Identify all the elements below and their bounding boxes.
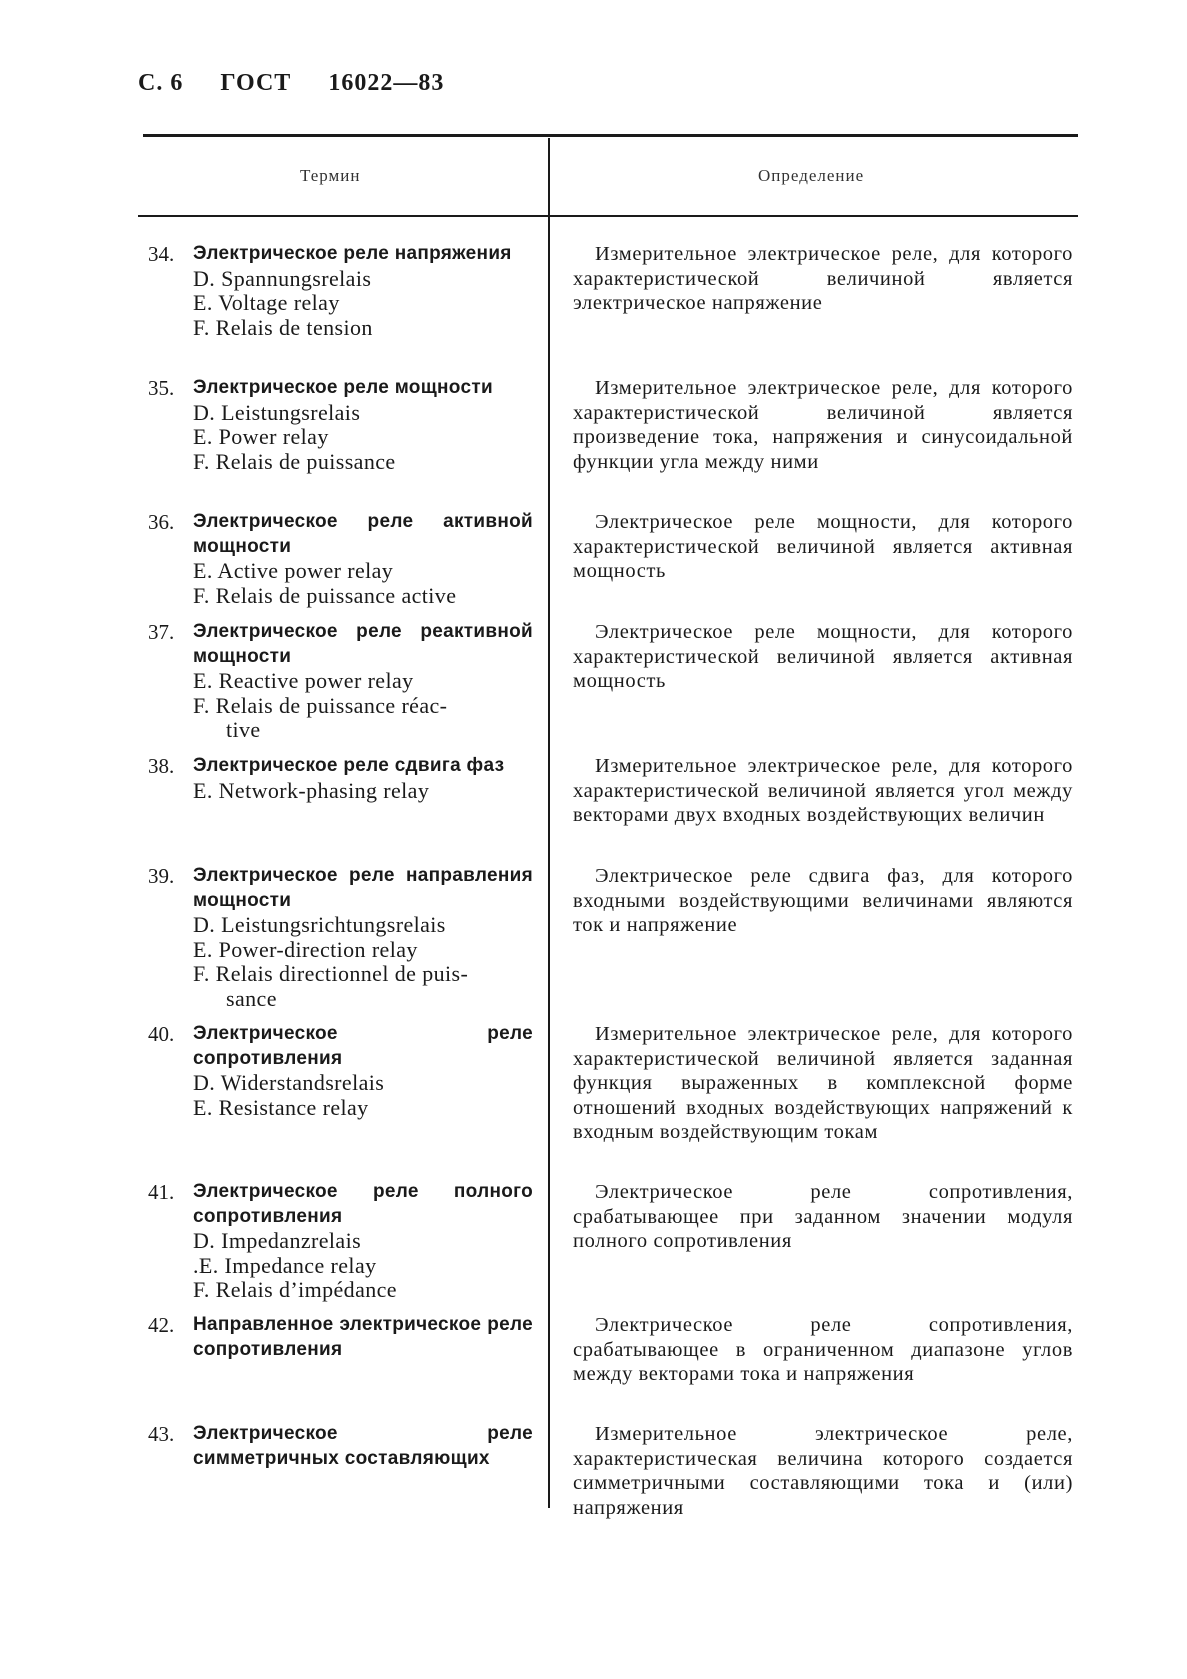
definition-cell: Измерительное электрическое реле, для которого характеристической величиной является угол между векторами двух входных воздействующих величин (573, 755, 1073, 826)
entry-number: 43. (148, 1422, 175, 1446)
page-header (138, 70, 474, 97)
term-cell (193, 1022, 533, 1120)
entry-number: 35. (148, 376, 175, 400)
term-translation: D. Widerstandsrelais (193, 1070, 385, 1095)
term-title: Электрическое реле реактивной мощности (193, 621, 533, 667)
term-translation: E. Resistance relay (193, 1094, 369, 1120)
term-title: Электрическое реле симметричных составляющих (193, 1423, 533, 1469)
term-translation: F. Relais de puissance (193, 448, 396, 474)
term-translation: D. Leistungsrelais (193, 399, 361, 425)
term-translation: D. Spannungsrelais (193, 265, 372, 291)
entry-number: 39. (148, 864, 175, 888)
entry-number: 40. (148, 1022, 175, 1046)
term-cell (193, 1422, 533, 1471)
term-translation: E. Power-direction relay (193, 936, 418, 962)
table-top-rule (143, 134, 1078, 137)
term-title: Направленное электрическое реле сопротивления (193, 1314, 533, 1360)
term-cell (193, 510, 533, 608)
term-title: Электрическое реле направления мощности (193, 865, 533, 911)
term-translation: D. Leistungsrichtungsrelais (193, 912, 446, 937)
definition-cell: Электрическое реле мощности, для которого характеристической величиной является активная мощность (573, 621, 1073, 692)
entry-number: 41. (148, 1180, 175, 1204)
page-number: С. 6 (138, 70, 184, 96)
term-translation: F. Relais d’impédance (193, 1277, 397, 1302)
column-divider (548, 138, 550, 1508)
term-cell (193, 376, 533, 474)
term-title: Электрическое реле сопротивления (193, 1023, 533, 1069)
term-translation: E. Reactive power relay (193, 668, 414, 693)
column-header-definition: Определение (758, 166, 865, 185)
term-translation: E. Power relay (193, 424, 329, 449)
entry-number: 38. (148, 754, 175, 778)
term-cell (193, 620, 533, 743)
entry-number: 42. (148, 1313, 175, 1337)
standard-number: 16022—83 (328, 70, 445, 96)
term-cell (193, 1180, 533, 1303)
term-translation: D. Impedanzrelais (193, 1228, 362, 1253)
term-cell (193, 242, 533, 340)
term-translation: E. Active power relay (193, 558, 394, 583)
entry-number: 37. (148, 620, 175, 644)
definition-cell: Электрическое реле сопротивления, срабатывающее при заданном значении модуля полного сопротивления (573, 1181, 1073, 1252)
term-translation: .E. Impedance relay (193, 1252, 377, 1278)
term-translation: E. Voltage relay (193, 290, 340, 315)
term-translation: F. Relais de puissance réac- (193, 692, 448, 718)
term-translation: F. Relais de puissance active (193, 582, 457, 608)
term-translation: F. Relais directionnel de puis- (193, 961, 469, 986)
term-translation: tive (226, 717, 261, 742)
term-title: Электрическое реле полного сопротивления (193, 1181, 533, 1227)
definition-cell: Измерительное электрическое реле, для которого характеристической величиной является электрическое напряжение (573, 243, 1073, 314)
term-title: Электрическое реле сдвига фаз (193, 755, 505, 776)
entry-number: 34. (148, 242, 175, 266)
definition-cell: Измерительное электрическое реле, характеристическая величина которого создается симметричными составляющими тока и (или) напряжения (573, 1423, 1073, 1519)
term-title: Электрическое реле мощности (193, 377, 493, 398)
definition-cell: Электрическое реле сдвига фаз, для которого входными воздействующими величинами являются ток и напряжение (573, 865, 1073, 936)
standard-label: ГОСТ (220, 70, 292, 96)
term-title: Электрическое реле напряжения (193, 243, 512, 264)
definition-cell: Измерительное электрическое реле, для которого характеристической величиной является заданная функция выраженных в комплексной форме отношений входных воздействующих напряжений к входным воздействующим токам (573, 1023, 1073, 1143)
term-title: Электрическое реле активной мощности (193, 511, 533, 557)
definition-cell: Измерительное электрическое реле, для которого характеристической величиной является произведение тока, напряжения и синусоидальной функции угла между ними (573, 377, 1073, 473)
term-translation: E. Network-phasing relay (193, 777, 430, 803)
definition-cell: Электрическое реле мощности, для которого характеристической величиной является активная мощность (573, 511, 1073, 582)
definition-cell: Электрическое реле сопротивления, срабатывающее в ограниченном диапазоне углов между векторами тока и напряжения (573, 1314, 1073, 1385)
term-cell (193, 1313, 533, 1362)
term-cell (193, 864, 533, 1011)
column-header-term: Термин (300, 166, 361, 185)
term-translation: F. Relais de tension (193, 314, 373, 340)
entry-number: 36. (148, 510, 175, 534)
term-cell (193, 754, 533, 803)
table-header-rule (138, 215, 1078, 217)
term-translation: sance (226, 985, 277, 1011)
